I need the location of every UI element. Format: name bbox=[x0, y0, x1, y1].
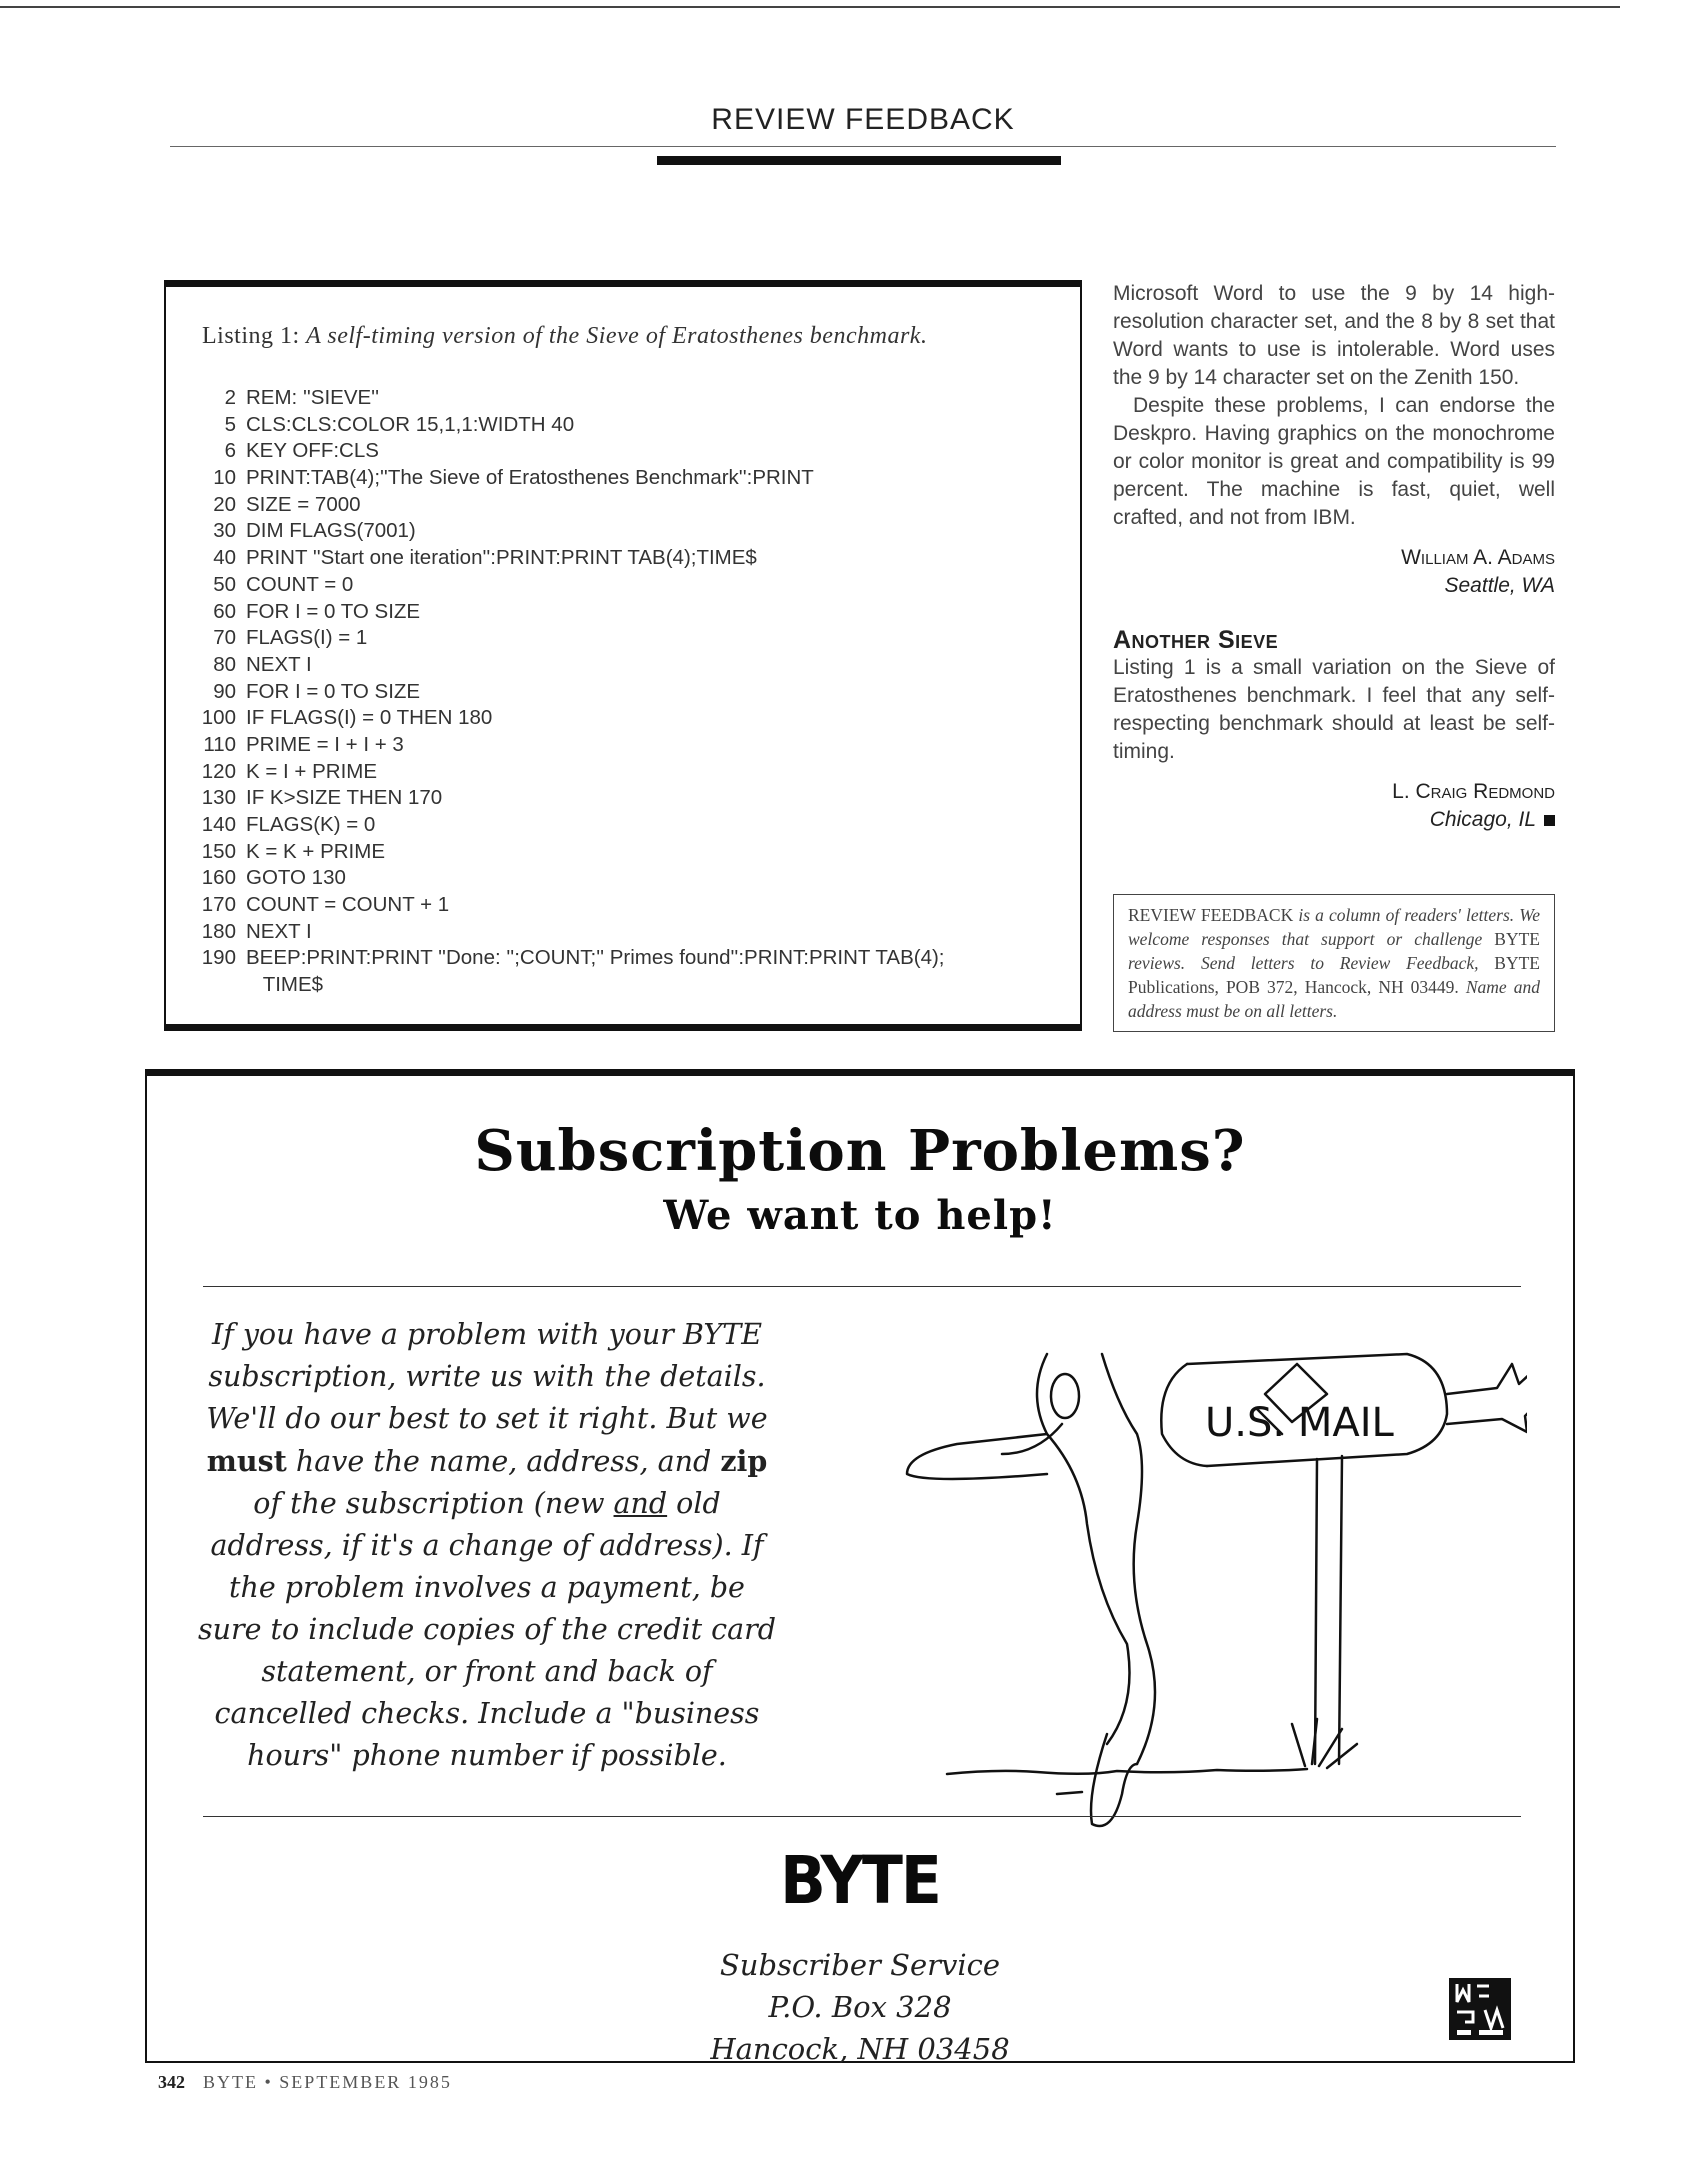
code-line bbox=[188, 652, 1068, 679]
subscription-ad bbox=[145, 1069, 1575, 2066]
code-text: CLS:CLS:COLOR 15,1,1:WIDTH 40 bbox=[246, 412, 575, 436]
letter2-paragraph: Listing 1 is a small variation on the Sieve of Eratosthenes benchmark. I feel that any self-respecting benchmark should at least be self-timing. bbox=[1113, 656, 1555, 763]
code-text: PRIME = I + I + 3 bbox=[246, 732, 404, 756]
ad-body bbox=[197, 1314, 777, 1777]
line-number: 70 bbox=[213, 626, 236, 650]
code-line bbox=[188, 732, 1068, 759]
ad-divider bbox=[203, 1286, 1521, 1287]
ad-body-emphasis: must bbox=[206, 1444, 287, 1478]
line-number: 110 bbox=[203, 732, 236, 756]
listing-label: Listing 1: bbox=[202, 323, 300, 349]
code-text: PRINT ''Start one iteration'':PRINT:PRINT TAB(4);TIME$ bbox=[246, 546, 757, 570]
code-line bbox=[188, 972, 1068, 999]
line-number: 120 bbox=[201, 759, 236, 783]
ad-body-text: If you have a problem with your BYTE subscription, write us with the details. We'll do our best to set it right. But we bbox=[206, 1318, 768, 1435]
code-line bbox=[188, 599, 1068, 626]
line-number: 170 bbox=[201, 893, 236, 917]
code-line bbox=[188, 518, 1068, 545]
subscriber-address bbox=[147, 1944, 1573, 2070]
code-line bbox=[188, 945, 1068, 972]
line-number: 40 bbox=[213, 546, 236, 570]
letter2-location-text: Chicago, IL bbox=[1429, 808, 1536, 831]
ad-subtitle: We want to help! bbox=[663, 1192, 1057, 1239]
listing-caption: A self-timing version of the Sieve of Eratosthenes benchmark. bbox=[306, 323, 928, 349]
code-text: KEY OFF:CLS bbox=[246, 439, 379, 463]
code-line bbox=[188, 919, 1068, 946]
line-number: 5 bbox=[224, 412, 236, 436]
line-number: 80 bbox=[213, 652, 236, 676]
grass bbox=[1292, 1719, 1357, 1768]
line-number: 2 bbox=[224, 386, 236, 409]
ad-body-text: have the name, address, and bbox=[286, 1445, 721, 1478]
code-text: NEXT I bbox=[246, 919, 312, 943]
header-rule bbox=[170, 146, 1556, 147]
ad-body-emphasis: zip bbox=[720, 1444, 768, 1478]
code-line bbox=[188, 759, 1068, 786]
code-text: BEEP:PRINT:PRINT ''Done: '';COUNT;'' Primes found'':PRINT:PRINT TAB(4); bbox=[246, 946, 945, 970]
shoe bbox=[1091, 1734, 1137, 1826]
code-text: PRINT:TAB(4);''The Sieve of Eratosthenes Benchmark'':PRINT bbox=[246, 466, 814, 490]
note-byte: BYTE bbox=[1494, 929, 1540, 949]
letter2-heading: Another Sieve bbox=[1113, 626, 1279, 654]
note-title: REVIEW FEEDBACK bbox=[1128, 905, 1294, 925]
code-text: IF K>SIZE THEN 170 bbox=[246, 786, 443, 810]
issue-info: BYTE • SEPTEMBER 1985 bbox=[203, 2072, 452, 2092]
note-text: is a column of readers' letters. We welcome responses that support or challenge bbox=[1128, 905, 1541, 949]
code-line bbox=[188, 865, 1068, 892]
code-listing bbox=[188, 385, 1068, 999]
line-number: 30 bbox=[213, 519, 236, 543]
letter1-location: Seattle, WA bbox=[1444, 574, 1555, 597]
mailbox-illustration bbox=[887, 1324, 1527, 1844]
code-line bbox=[188, 625, 1068, 652]
code-text: FOR I = 0 TO SIZE bbox=[246, 599, 421, 623]
header-bar bbox=[657, 156, 1061, 165]
address-line: P.O. Box 328 bbox=[768, 1990, 952, 2024]
mailbox-door bbox=[1161, 1364, 1207, 1466]
page-footer bbox=[158, 2072, 452, 2093]
byte-logo: BYTE bbox=[780, 1842, 940, 1920]
line-number: 180 bbox=[201, 919, 236, 943]
letter1-paragraph: Despite these problems, I can endorse the Deskpro. Having graphics on the monochrome or color monitor is great and compatibility is 99 percent. The machine is fast, quiet, well crafted, and not from IBM. bbox=[1113, 394, 1555, 529]
line-number: 160 bbox=[201, 866, 236, 890]
code-line bbox=[188, 385, 1068, 412]
ad-body-text: of the subscription (new bbox=[253, 1487, 614, 1520]
line-number: 190 bbox=[201, 946, 236, 970]
note-text: reviews. Send letters to Review Feedback, bbox=[1128, 953, 1495, 973]
letter1-paragraph: Microsoft Word to use the 9 by 14 high-resolution character set, and the 8 by 8 set that Word wants to use is intolerable. Word uses the 9 by 14 character set on the Zenith 150. bbox=[1113, 282, 1555, 389]
code-text: COUNT = 0 bbox=[246, 572, 354, 596]
mcgraw-hill-logo bbox=[1449, 1978, 1511, 2040]
code-text: FOR I = 0 TO SIZE bbox=[246, 679, 421, 703]
line-number: 130 bbox=[201, 786, 236, 810]
leg bbox=[1037, 1354, 1130, 1744]
top-rule bbox=[0, 6, 1620, 8]
line-number: 50 bbox=[213, 572, 236, 596]
code-line bbox=[188, 572, 1068, 599]
line-number: 20 bbox=[213, 492, 236, 516]
line-number: 90 bbox=[213, 679, 236, 703]
ad-body-text: old address, if it's a change of address). If the problem involves a payment, be sure to include copies of the credit card statement, or front and back of cancelled checks. Include a "business hours" phone number if possible. bbox=[198, 1487, 776, 1772]
listing-title bbox=[202, 323, 927, 350]
code-text: DIM FLAGS(7001) bbox=[246, 519, 416, 543]
line-number: 10 bbox=[213, 466, 236, 490]
code-text: K = K + PRIME bbox=[246, 839, 385, 863]
code-text: FLAGS(K) = 0 bbox=[246, 813, 376, 836]
code-text: GOTO 130 bbox=[246, 866, 346, 890]
note-text: Name and address must be on all letters. bbox=[1128, 977, 1540, 1021]
code-text: K = I + PRIME bbox=[246, 759, 378, 783]
end-mark-icon bbox=[1544, 815, 1555, 826]
code-line bbox=[188, 438, 1068, 465]
line-number: 140 bbox=[201, 813, 236, 836]
code-line bbox=[188, 812, 1068, 839]
line-number: 150 bbox=[201, 839, 236, 863]
note-address: BYTE Publications, POB 372, Hancock, NH 03449. bbox=[1128, 953, 1540, 997]
line-number: 6 bbox=[224, 439, 236, 463]
ad-body-underline: and bbox=[613, 1487, 668, 1520]
letter2-author: L. Craig Redmond bbox=[1392, 780, 1555, 803]
code-line bbox=[188, 839, 1068, 866]
address-line: Hancock, NH 03458 bbox=[710, 2032, 1010, 2066]
hand bbox=[1447, 1364, 1527, 1432]
code-text: TIME$ bbox=[246, 973, 324, 997]
code-text: REM: ''SIEVE'' bbox=[246, 386, 379, 409]
column-note bbox=[1113, 894, 1555, 1032]
code-line bbox=[188, 545, 1068, 572]
code-text: NEXT I bbox=[246, 652, 312, 676]
code-text: FLAGS(I) = 1 bbox=[246, 626, 368, 650]
code-line bbox=[188, 892, 1068, 919]
code-text: IF FLAGS(I) = 0 THEN 180 bbox=[246, 706, 493, 730]
code-text: COUNT = COUNT + 1 bbox=[246, 893, 450, 917]
mailbox-label: U.S. MAIL bbox=[1205, 1400, 1394, 1446]
listing-box bbox=[164, 280, 1082, 1031]
page-number: 342 bbox=[158, 2072, 185, 2092]
letter1-author: William A. Adams bbox=[1401, 546, 1555, 569]
code-line bbox=[188, 465, 1068, 492]
leg-patch bbox=[1051, 1374, 1079, 1418]
line-number: 100 bbox=[201, 706, 236, 730]
letters-column bbox=[1113, 280, 1555, 834]
shoe bbox=[907, 1434, 1047, 1479]
code-line bbox=[188, 679, 1068, 706]
mailbox-post bbox=[1315, 1456, 1342, 1764]
code-line bbox=[188, 492, 1068, 519]
line-number: 60 bbox=[213, 599, 236, 623]
code-line bbox=[188, 705, 1068, 732]
code-line bbox=[188, 785, 1068, 812]
code-text: SIZE = 7000 bbox=[246, 492, 361, 516]
section-header: REVIEW FEEDBACK bbox=[711, 103, 1015, 136]
code-line bbox=[188, 412, 1068, 439]
ad-title: Subscription Problems? bbox=[474, 1118, 1246, 1184]
letter2-location bbox=[1113, 806, 1555, 834]
address-line: Subscriber Service bbox=[719, 1948, 1001, 1982]
leg bbox=[1102, 1354, 1155, 1764]
ad-divider bbox=[203, 1816, 1521, 1817]
